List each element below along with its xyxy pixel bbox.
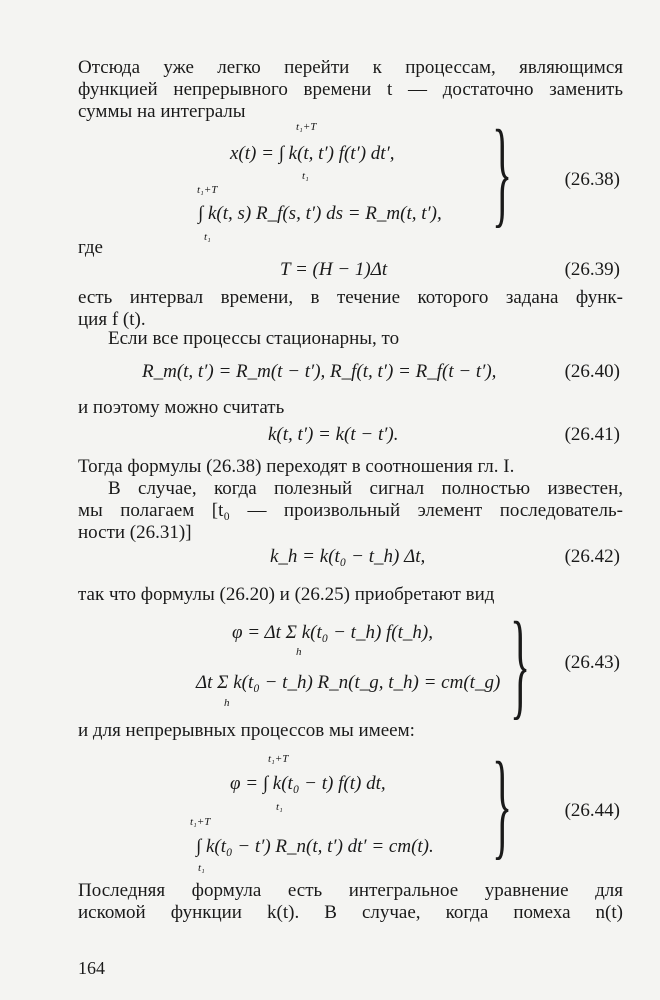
equation-26-41: k(t, t′) = k(t − t′). <box>268 424 399 445</box>
equation-number: (26.38) <box>564 169 620 190</box>
paragraph-last-formula <box>78 880 623 924</box>
text-line: ности (26.31)] <box>78 522 192 543</box>
text-line: искомой функции k(t). В случае, когда помеха n(t) <box>78 902 623 923</box>
paragraph-formulas: так что формулы (26.20) и (26.25) приобретают вид <box>78 584 495 605</box>
integral-lower-limit: t₁ <box>302 170 309 182</box>
equation-26-39: T = (H − 1)Δt <box>280 259 388 280</box>
right-brace: } <box>492 105 513 238</box>
equation-line: φ = Δt Σ k(t₀ − t_h) f(t_h), <box>232 622 433 643</box>
word-gde: где <box>78 237 103 258</box>
equation-number: (26.40) <box>564 361 620 382</box>
text-line: В случае, когда полезный сигнал полностью известен, <box>108 478 623 499</box>
paragraph-then: Тогда формулы (26.38) переходят в соотношения гл. I. <box>78 456 515 477</box>
integral-lower-limit: t₁ <box>198 862 205 874</box>
right-brace: } <box>492 737 513 870</box>
right-brace: } <box>510 597 531 730</box>
integral-upper-limit: t₁+T <box>197 184 218 196</box>
sum-lower-limit: h <box>296 646 302 658</box>
equation-line: ∫ k(t₀ − t′) R_n(t, t′) dt′ = cm(t). <box>196 836 434 857</box>
text-line: мы полагаем [t₀ — произвольный элемент последователь- <box>78 500 623 521</box>
paragraph-stationary: Если все процессы стационарны, то <box>108 328 400 349</box>
page-number: 164 <box>78 958 105 978</box>
text-line: Последняя формула есть интегральное уравнение для <box>78 880 623 901</box>
sum-lower-limit: h <box>224 697 230 709</box>
paragraph-therefore: и поэтому можно считать <box>78 397 285 418</box>
equation-number: (26.41) <box>564 424 620 445</box>
paragraph-interval <box>78 287 623 331</box>
paragraph-known-signal <box>78 478 623 544</box>
equation-number: (26.44) <box>564 800 620 821</box>
equation-number: (26.43) <box>564 652 620 673</box>
text-line: функцией непрерывного времени t — достаточно заменить <box>78 79 623 100</box>
text-line: ция f (t). <box>78 309 146 330</box>
equation-line: Δt Σ k(t₀ − t_h) R_n(t_g, t_h) = cm(t_g) <box>196 672 501 693</box>
equation-number: (26.39) <box>564 259 620 280</box>
integral-upper-limit: t₁+T <box>190 816 211 828</box>
integral-upper-limit: t₁+T <box>296 121 317 133</box>
text-line: Отсюда уже легко перейти к процессам, являющимся <box>78 57 623 78</box>
equation-26-40: R_m(t, t′) = R_m(t − t′), R_f(t, t′) = R_f(t − t′), <box>142 361 497 382</box>
equation-26-42: k_h = k(t₀ − t_h) Δt, <box>270 546 426 567</box>
integral-upper-limit: t₁+T <box>268 753 289 765</box>
text-line: есть интервал времени, в течение которого задана функ- <box>78 287 623 308</box>
equation-line: ∫ k(t, s) R_f(s, t′) ds = R_m(t, t′), <box>198 203 442 224</box>
equation-line: φ = ∫ k(t₀ − t) f(t) dt, <box>230 773 386 794</box>
integral-lower-limit: t₁ <box>204 231 211 243</box>
text-line: суммы на интегралы <box>78 101 246 122</box>
paragraph-intro <box>78 57 623 123</box>
paragraph-continuous: и для непрерывных процессов мы имеем: <box>78 720 415 741</box>
equation-line: x(t) = ∫ k(t, t′) f(t′) dt′, <box>230 143 395 164</box>
integral-lower-limit: t₁ <box>276 801 283 813</box>
equation-number: (26.42) <box>564 546 620 567</box>
